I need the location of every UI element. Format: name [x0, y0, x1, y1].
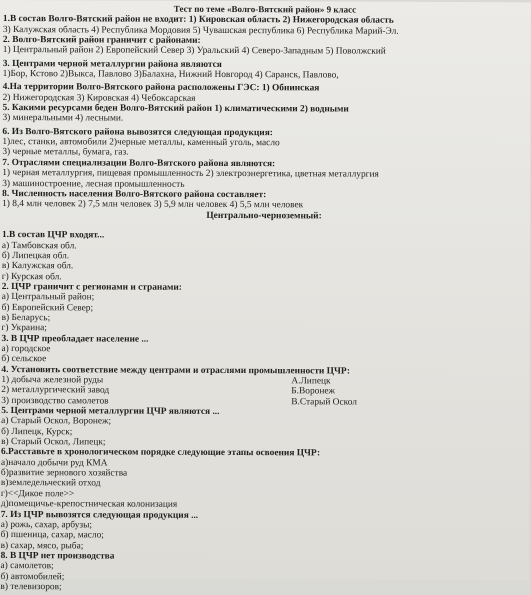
answer-line: в) Старый Оскол, Липецк; [1, 437, 106, 448]
question-heading: 8. Численность населения Волго-Вятского района составляет: [2, 188, 267, 201]
answer-line: а) рожь, сахар, арбузы; [0, 519, 93, 531]
question-heading: 5. Какими ресурсами беден Волго-Вятский район 1) климатическими 2) водными [2, 103, 349, 115]
matching-right: Б.Воронеж [291, 386, 336, 397]
answer-line: в) сахар, мясо, рыба; [0, 540, 84, 551]
answer-line: б) автомобилей; [0, 571, 65, 582]
answer-line: а) городское [1, 344, 51, 355]
answer-line: 3) машиностроение, лесная промышленность [2, 178, 185, 190]
page-title: Тест по теме «Волго-Вятский район» 9 класс [173, 3, 357, 15]
matching-left: 1) добыча железной руды [1, 375, 104, 386]
question-heading: 2. Волго-Вятский район граничит с районами: [2, 35, 201, 46]
question-heading: 6.Расставьте в хронологическом порядке следующие этапы освоения ЦЧР: [1, 447, 321, 459]
matching-right: А.Липецк [291, 376, 331, 387]
answer-line: а) Старый Оскол, Воронеж; [1, 416, 112, 427]
answer-line: 1) Центральный район 2) Европейский Север 3) Уральский 4) Северо-Западным 5) Поволжский [2, 45, 386, 58]
matching-left: 3) производство самолетов [1, 395, 109, 407]
answer-line: б) сельское [1, 354, 47, 365]
question-heading: 7. Из ЦЧР вывозятся следующая продукция ... [0, 509, 199, 521]
question-heading: 8. В ЦЧР нет производства [0, 550, 115, 562]
matching-table [1, 375, 525, 408]
answer-line: г)<<Дикое поле>> [0, 488, 75, 500]
answer-line: 1) черная металлургия, пищевая промышленность 2) электроэнергетика, цветная металлургия [2, 168, 379, 180]
matching-left: 2) металлургический завод [1, 385, 110, 396]
answer-line: а)начало добычи руд КМА [0, 457, 108, 469]
answer-line: 3) Калужская область 4) Республика Мордовия 5) Чувашская республика 6) Республика Марий-Эл. [2, 24, 399, 37]
question-heading: 6. Из Волго-Вятского района вывозятся следующая продукция: [2, 126, 273, 138]
answer-line: 2) Нижегородская 3) Кировская 4) Чебоксарская [2, 92, 196, 104]
question-heading: 5. Центрами черной металлургии ЦЧР являются ... [1, 406, 220, 418]
answer-line: в)земледельческий отход [0, 478, 101, 489]
question-heading: 4. Установить соответствие между центрами и отраслями промышленности ЦЧР: [1, 364, 351, 377]
answer-line: в) Калужская обл. [1, 261, 74, 272]
answer-line: б)развитие зернового хозяйства [0, 468, 128, 479]
answer-line: 1) 8,4 млн человек 2) 7,5 млн человек 3) 5,9 млн человек 4) 5,5 млн человек [2, 199, 304, 211]
answer-line: д)помещичье-крепостническая колонизация [0, 499, 178, 510]
answer-line: в) телевизоров; [0, 581, 62, 593]
section-volgo-vyatsky [1, 14, 527, 377]
matching-right: В.Старый Оскол [291, 396, 357, 408]
question-heading: 1.В состав Волго-Вятский район не входит: 1) Кировская область 2) Нижегородская область [2, 14, 394, 27]
question-heading: Центрально-черноземный: [206, 210, 322, 221]
answer-line: 1)Бор, Кстово 2)Выкса, Павлово 3)Балахна, Нижний Новгород 4) Саранск, Павлово, [2, 69, 339, 81]
question-heading: 1.В состав ЦЧР входят... [1, 230, 105, 241]
answer-line: 1)лес, станки, автомобили 2)черные металлы, каменный уголь, масло [2, 137, 280, 149]
answer-line: а) Тамбовская обл. [1, 240, 77, 251]
answer-line: б) Европейский Север; [1, 302, 94, 314]
question-heading: 2. ЦЧР граничит с регионами и странами: [1, 281, 182, 293]
question-heading: 3. Центрами черной металлургии района являются [2, 58, 222, 70]
answer-line: а) Центральный район; [1, 292, 95, 303]
question-heading: 4.На территории Волго-Вятского района расположены ГЭС: 1) Обнинская [2, 82, 320, 94]
answer-line: в) Беларусь; [1, 312, 51, 324]
answer-line: 3) минеральными 4) лесными. [2, 113, 124, 124]
answer-line: г) Украина; [1, 323, 47, 334]
question-heading: 7. Отраслями специализации Волго-Вятского района являются: [2, 157, 276, 170]
answer-line: б) Липецкая обл. [1, 250, 70, 262]
answer-line: 3) черные металлы, бумага, газ. [2, 147, 129, 159]
section-cchr-continued [0, 406, 525, 594]
answer-line: а) самолетов; [0, 561, 54, 572]
answer-line: б) Липецк, Курск; [1, 426, 73, 438]
answer-line: г) Курская обл. [1, 271, 62, 282]
answer-line: б) пшеница, сахар, масло; [0, 530, 104, 541]
question-heading: 3. В ЦЧР преобладает население ... [1, 333, 149, 345]
